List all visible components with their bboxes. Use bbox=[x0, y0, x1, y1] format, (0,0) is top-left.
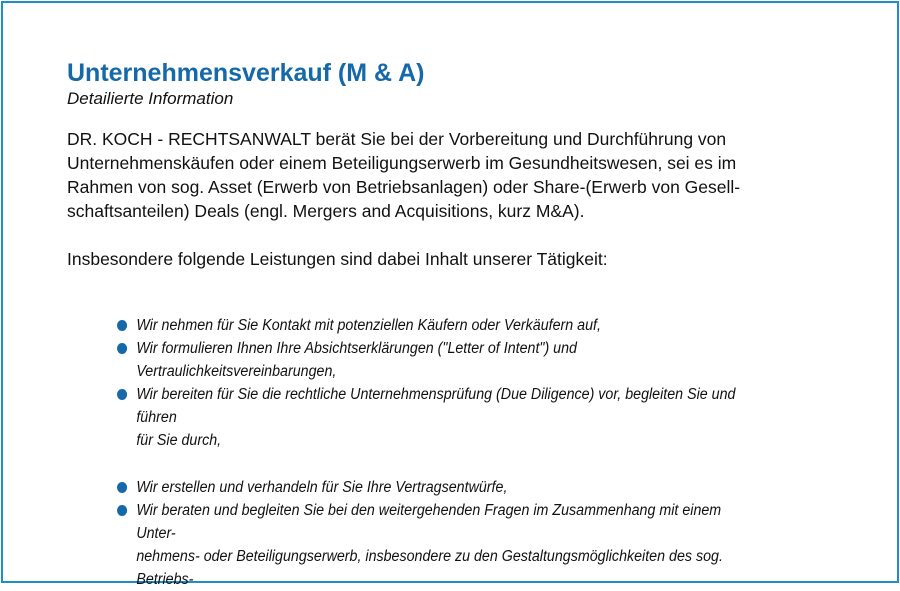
document-content bbox=[67, 58, 837, 591]
list-item bbox=[117, 337, 761, 383]
services-list-2 bbox=[117, 476, 817, 591]
list-item-text: Wir beraten und begleiten Sie bei den weitergehenden Fragen im Zusammenhang mit einem Unter- bbox=[136, 502, 722, 542]
list-item bbox=[117, 476, 761, 499]
list-item bbox=[117, 499, 761, 591]
services-list-1 bbox=[117, 314, 817, 452]
bullet-icon bbox=[117, 320, 127, 331]
list-item-text: Wir formulieren Ihnen Ihre Absichtserklärungen ("Letter of Intent") und Vertraulichkeitsvereinbarungen, bbox=[136, 340, 577, 380]
intro-line: DR. KOCH - RECHTSANWALT berät Sie bei der Vorbereitung und Durchführung von bbox=[67, 129, 727, 149]
bullet-icon bbox=[117, 482, 127, 493]
services-lead: Insbesondere folgende Leistungen sind dabei Inhalt unserer Tätigkeit: bbox=[67, 249, 608, 269]
list-item-text: nehmens- oder Beteiligungserwerb, insbesondere zu den Gestaltungsmöglichkeiten des sog. Betriebs- bbox=[136, 548, 723, 588]
intro-paragraph bbox=[67, 127, 837, 223]
bullet-icon bbox=[117, 389, 127, 400]
intro-line: Unternehmenskäufen oder einem Beteiligungserwerb im Gesundheitswesen, sei es im bbox=[67, 153, 737, 173]
list-item-text: Wir erstellen und verhandeln für Sie Ihre Vertragsentwürfe, bbox=[136, 479, 508, 496]
page-subtitle: Detailierte Information bbox=[67, 89, 234, 108]
list-item-text: Wir bereiten für Sie die rechtliche Unternehmensprüfung (Due Diligence) vor, begleiten Sie und führen bbox=[136, 386, 736, 426]
list-item bbox=[117, 383, 761, 452]
bullet-icon bbox=[117, 343, 127, 354]
list-item-text: Wir nehmen für Sie Kontakt mit potenziellen Käufern oder Verkäufern auf, bbox=[136, 317, 601, 334]
bullet-icon bbox=[117, 505, 127, 516]
list-item-text: für Sie durch, bbox=[136, 432, 222, 449]
intro-line: Rahmen von sog. Asset (Erwerb von Betriebsanlagen) oder Share-(Erwerb von Gesell- bbox=[67, 177, 741, 197]
list-item bbox=[117, 314, 761, 337]
intro-line: schaftsanteilen) Deals (engl. Mergers and Acquisitions, kurz M&A). bbox=[67, 201, 585, 221]
page-title: Unternehmensverkauf (M & A) bbox=[67, 59, 425, 87]
